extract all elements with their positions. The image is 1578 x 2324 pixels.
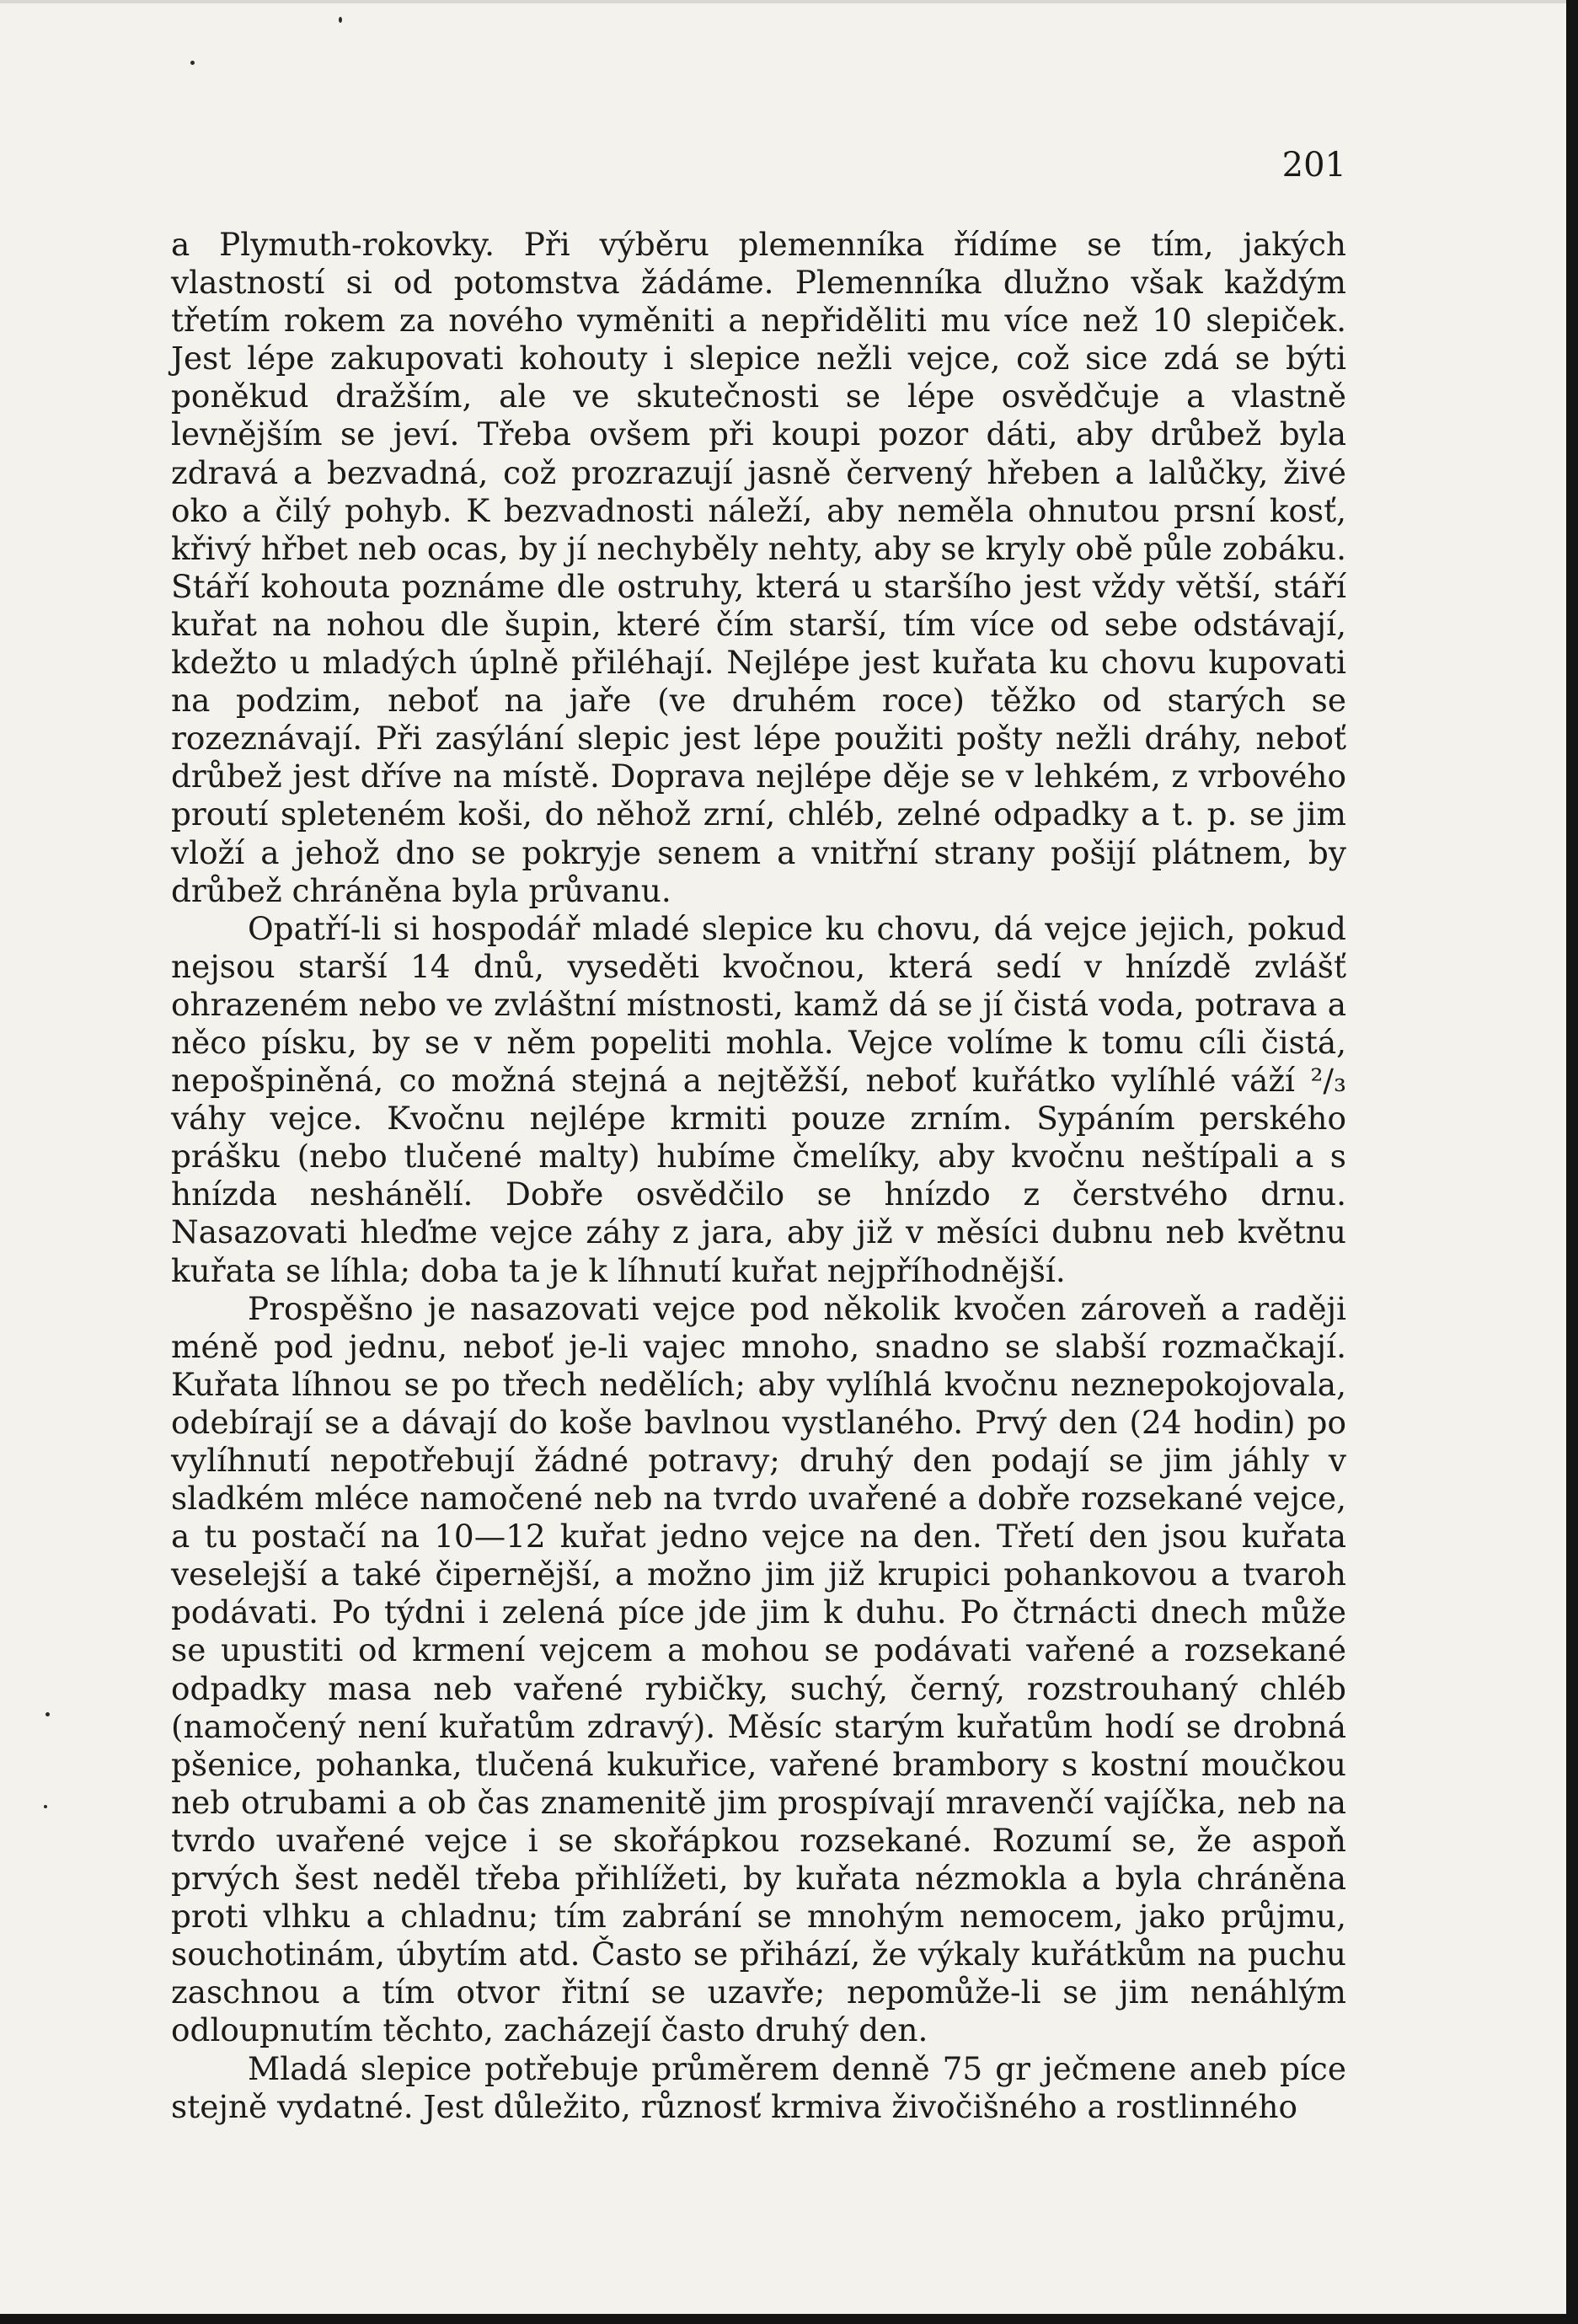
paragraph: Mladá slepice potřebuje průměrem denně 75 gr ječmene aneb píce stejně vydatné. Jest důležito, různosť krmiva živočišného a rostlinného [171, 2049, 1346, 2125]
dust-speck [339, 17, 342, 23]
paragraph: a Plymuth-rokovky. Při výběru plemenníka řídíme se tím, jakých vlastností si od potomstva žádáme. Plemenníka dlužno však každým třetím rokem za nového vyměniti a nepřiděliti mu více než 10 slepiček. Jest lépe zakupovati kohouty i slepice nežli vejce, což sice zdá se býti poněkud dražším, ale ve skutečnosti se lépe osvědčuje a vlastně levnějším se jeví. Třeba ovšem při koupi pozor dáti, aby drůbež byla zdravá a bezvadná, což prozrazují jasně červený hřeben a lalůčky, živé oko a čilý pohyb. K bezvadnosti náleží, aby neměla ohnutou prsní kosť, křivý hřbet neb ocas, by jí nechyběly nehty, aby se kryly obě půle zobáku. Stáří kohouta poznáme dle ostruhy, která u staršího jest vždy větší, stáří kuřat na nohou dle šupin, které čím starší, tím více od sebe odstávají, kdežto u mladých úplně přiléhají. Nejlépe jest kuřata ku chovu kupovati na podzim, neboť na jaře (ve druhém roce) těžko od starých se rozeznávají. Při zasýlání slepic jest lépe použiti pošty nežli dráhy, neboť drůbež jest dříve na místě. Doprava nejlépe děje se v lehkém, z vrbového proutí spleteném koši, do něhož zrní, chléb, zelné odpadky a t. p. se jim vloží a jehož dno se pokryje senem a vnitřní strany pošijí plátnem, by drůbež chráněna byla průvanu. [171, 226, 1346, 909]
dust-speck [44, 1805, 47, 1808]
dust-speck [45, 1712, 50, 1716]
paragraph: Opatří-li si hospodář mladé slepice ku chovu, dá vejce jejich, pokud nejsou starší 14 dnů, vyseděti kvočnou, která sedí v hnízdě zvlášť ohrazeném nebo ve zvláštní místnosti, kamž dá se jí čistá voda, potrava a něco písku, by se v něm popeliti mohla. Vejce volíme k tomu cíli čistá, nepošpiněná, co možná stejná a nejtěžší, neboť kuřátko vylíhlé váží ²/₃ váhy vejce. Kvočnu nejlépe krmiti pouze zrním. Sypáním perského prášku (nebo tlučené malty) hubíme čmelíky, aby kvočnu neštípali a s hnízda neshánělí. Dobře osvědčilo se hnízdo z čerstvého drnu. Nasazovati hleďme vejce záhy z jara, aby již v měsíci dubnu neb květnu kuřata se líhla; doba ta je k líhnutí kuřat nejpříhodnější. [171, 909, 1346, 1289]
scan-right-edge [1566, 0, 1578, 2324]
body-text [171, 226, 1346, 2126]
page-number: 201 [1281, 146, 1346, 185]
scan-bottom-edge [0, 2314, 1578, 2324]
paragraph: Prospěšno je nasazovati vejce pod několik kvočen zároveň a raději méně pod jednu, neboť je-li vajec mnoho, snadno se slabší rozmačkají. Kuřata líhnou se po třech nedělích; aby vylíhlá kvočnu neznepokojovala, odebírají se a dávají do koše bavlnou vystlaného. Prvý den (24 hodin) po vylíhnutí nepotřebují žádné potravy; druhý den podají se jim jáhly v sladkém mléce namočené neb na tvrdo uvařené a dobře rozsekané vejce, a tu postačí na 10—12 kuřat jedno vejce na den. Třetí den jsou kuřata veselejší a také čipernější, a možno jim již krupici pohankovou a tvaroh podávati. Po týdni i zelená píce jde jim k duhu. Po čtrnácti dnech může se upustiti od krmení vejcem a mohou se podávati vařené a rozsekané odpadky masa neb vařené rybičky, suchý, černý, rozstrouhaný chléb (namočený není kuřatům zdravý). Měsíc starým kuřatům hodí se drobná pšenice, pohanka, tlučená kukuřice, vařené brambory s kostní moučkou neb otrubami a ob čas znamenitě jim prospívají mravenčí vajíčka, neb na tvrdo uvařené vejce i se skořápkou rozsekané. Rozumí se, že aspoň prvých šest neděl třeba přihlížeti, by kuřata nézmokla a byla chráněna proti vlhku a chladnu; tím zabrání se mnohým nemocem, jako průjmu, souchotinám, úbytím atd. Často se přihází, že výkaly kuřátkům na puchu zaschnou a tím otvor řitní se uzavře; nepomůže-li se jim nenáhlým odloupnutím těchto, zacházejí často druhý den. [171, 1289, 1346, 2049]
scan-top-edge [0, 0, 1578, 3]
dust-speck [190, 61, 195, 65]
